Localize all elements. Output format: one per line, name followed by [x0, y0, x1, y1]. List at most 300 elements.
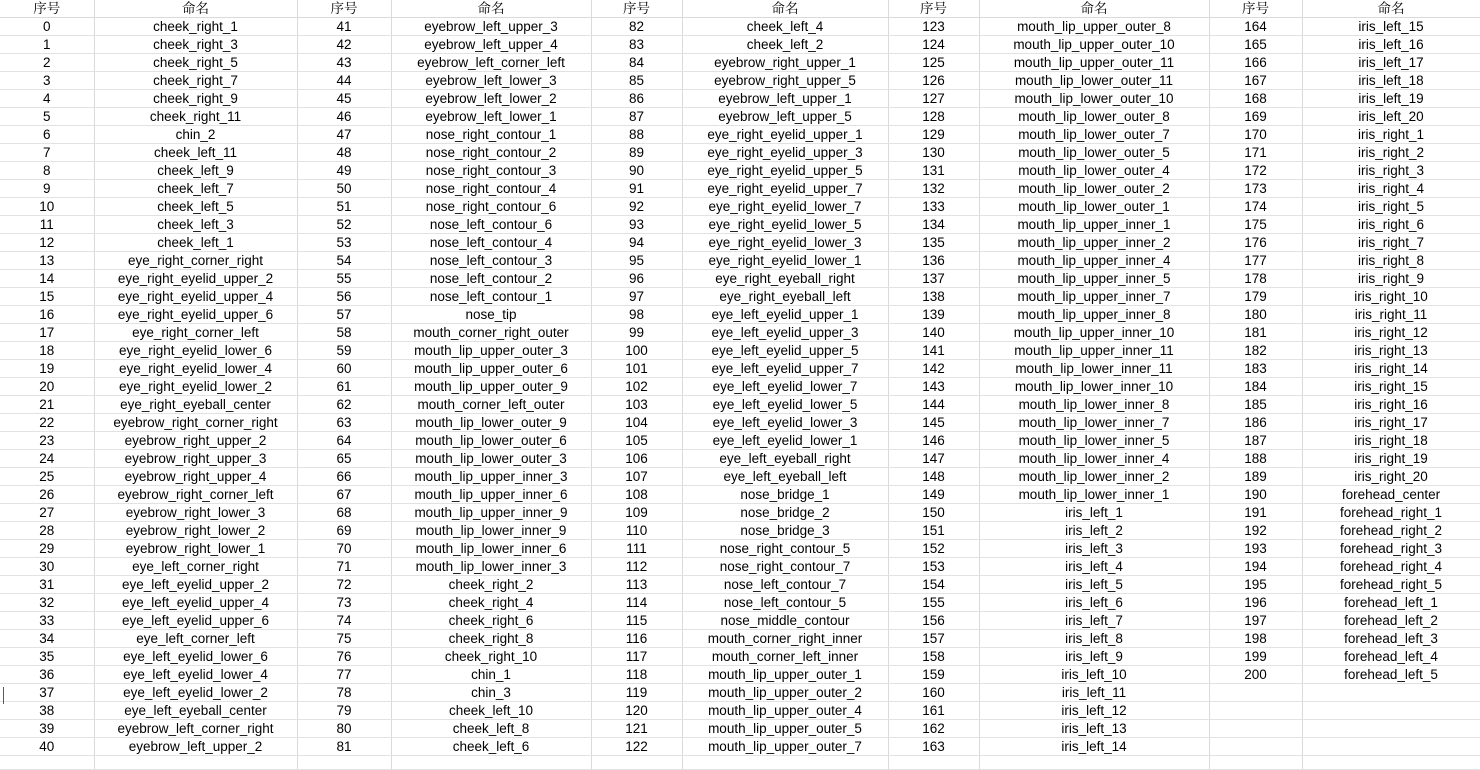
index-cell[interactable]: 153: [888, 558, 979, 576]
index-cell[interactable]: 77: [297, 666, 391, 684]
index-cell[interactable]: 110: [591, 522, 682, 540]
name-cell[interactable]: forehead_right_5: [1302, 576, 1480, 594]
name-cell[interactable]: mouth_lip_lower_inner_9: [391, 522, 591, 540]
index-cell[interactable]: 43: [297, 54, 391, 72]
name-cell[interactable]: eye_left_eyelid_upper_5: [682, 342, 888, 360]
name-cell[interactable]: eye_left_eyelid_lower_7: [682, 378, 888, 396]
name-cell[interactable]: mouth_corner_left_outer: [391, 396, 591, 414]
name-cell[interactable]: eyebrow_right_upper_2: [94, 432, 297, 450]
name-cell[interactable]: eye_left_eyelid_upper_7: [682, 360, 888, 378]
name-cell[interactable]: nose_left_contour_6: [391, 216, 591, 234]
index-cell[interactable]: 88: [591, 126, 682, 144]
name-cell[interactable]: eye_right_eyelid_lower_3: [682, 234, 888, 252]
name-cell[interactable]: mouth_lip_lower_outer_10: [979, 90, 1209, 108]
index-cell[interactable]: 40: [0, 738, 94, 756]
name-cell[interactable]: nose_left_contour_4: [391, 234, 591, 252]
index-cell[interactable]: 160: [888, 684, 979, 702]
index-cell[interactable]: 183: [1209, 360, 1302, 378]
index-cell[interactable]: 18: [0, 342, 94, 360]
index-cell[interactable]: 37: [0, 684, 94, 702]
index-cell[interactable]: 30: [0, 558, 94, 576]
name-cell[interactable]: cheek_right_11: [94, 108, 297, 126]
index-cell[interactable]: 108: [591, 486, 682, 504]
name-cell[interactable]: forehead_left_2: [1302, 612, 1480, 630]
index-cell[interactable]: 51: [297, 198, 391, 216]
name-cell[interactable]: mouth_lip_upper_outer_4: [682, 702, 888, 720]
name-cell[interactable]: eye_left_eyelid_lower_4: [94, 666, 297, 684]
index-cell[interactable]: 11: [0, 216, 94, 234]
name-cell[interactable]: nose_bridge_2: [682, 504, 888, 522]
name-cell[interactable]: nose_left_contour_1: [391, 288, 591, 306]
index-cell[interactable]: 103: [591, 396, 682, 414]
name-cell[interactable]: iris_right_9: [1302, 270, 1480, 288]
name-cell[interactable]: iris_right_19: [1302, 450, 1480, 468]
name-cell[interactable]: mouth_lip_upper_outer_7: [682, 738, 888, 756]
index-cell[interactable]: 144: [888, 396, 979, 414]
name-cell[interactable]: iris_left_5: [979, 576, 1209, 594]
index-cell[interactable]: 75: [297, 630, 391, 648]
name-cell[interactable]: mouth_corner_right_inner: [682, 630, 888, 648]
index-cell[interactable]: 189: [1209, 468, 1302, 486]
name-cell[interactable]: iris_left_4: [979, 558, 1209, 576]
name-cell[interactable]: iris_left_12: [979, 702, 1209, 720]
name-cell[interactable]: nose_left_contour_3: [391, 252, 591, 270]
index-cell[interactable]: 114: [591, 594, 682, 612]
index-cell[interactable]: 70: [297, 540, 391, 558]
index-cell[interactable]: 117: [591, 648, 682, 666]
name-cell[interactable]: iris_left_20: [1302, 108, 1480, 126]
name-cell[interactable]: eye_left_eyelid_lower_1: [682, 432, 888, 450]
index-cell[interactable]: 29: [0, 540, 94, 558]
name-cell[interactable]: eye_right_eyelid_lower_5: [682, 216, 888, 234]
name-cell[interactable]: eye_right_eyelid_lower_1: [682, 252, 888, 270]
name-cell[interactable]: mouth_lip_lower_outer_2: [979, 180, 1209, 198]
name-cell[interactable]: iris_right_2: [1302, 144, 1480, 162]
header-cell-index[interactable]: 序号: [1209, 0, 1302, 18]
index-cell[interactable]: 198: [1209, 630, 1302, 648]
name-cell[interactable]: iris_left_10: [979, 666, 1209, 684]
index-cell[interactable]: 127: [888, 90, 979, 108]
index-cell[interactable]: 50: [297, 180, 391, 198]
index-cell[interactable]: 15: [0, 288, 94, 306]
index-cell[interactable]: 100: [591, 342, 682, 360]
index-cell[interactable]: 3: [0, 72, 94, 90]
index-cell[interactable]: 175: [1209, 216, 1302, 234]
index-cell[interactable]: 167: [1209, 72, 1302, 90]
index-cell[interactable]: 185: [1209, 396, 1302, 414]
name-cell[interactable]: mouth_lip_lower_outer_3: [391, 450, 591, 468]
index-cell[interactable]: 106: [591, 450, 682, 468]
index-cell[interactable]: 4: [0, 90, 94, 108]
index-cell[interactable]: 41: [297, 18, 391, 36]
index-cell[interactable]: 133: [888, 198, 979, 216]
index-cell[interactable]: 73: [297, 594, 391, 612]
name-cell[interactable]: mouth_lip_upper_inner_4: [979, 252, 1209, 270]
index-cell[interactable]: 165: [1209, 36, 1302, 54]
name-cell[interactable]: cheek_right_10: [391, 648, 591, 666]
header-cell-name[interactable]: 命名: [1302, 0, 1480, 18]
index-cell[interactable]: 145: [888, 414, 979, 432]
name-cell[interactable]: eyebrow_right_upper_4: [94, 468, 297, 486]
name-cell[interactable]: mouth_lip_lower_inner_1: [979, 486, 1209, 504]
index-cell[interactable]: 93: [591, 216, 682, 234]
name-cell[interactable]: eye_left_eyelid_upper_4: [94, 594, 297, 612]
index-cell[interactable]: 85: [591, 72, 682, 90]
name-cell[interactable]: eye_right_eyelid_upper_3: [682, 144, 888, 162]
index-cell[interactable]: 99: [591, 324, 682, 342]
index-cell[interactable]: 113: [591, 576, 682, 594]
index-cell[interactable]: 57: [297, 306, 391, 324]
index-cell[interactable]: 16: [0, 306, 94, 324]
name-cell[interactable]: eye_left_corner_right: [94, 558, 297, 576]
index-cell[interactable]: 21: [0, 396, 94, 414]
index-cell[interactable]: 35: [0, 648, 94, 666]
index-cell[interactable]: 155: [888, 594, 979, 612]
index-cell[interactable]: [1209, 684, 1302, 702]
name-cell[interactable]: eye_right_corner_left: [94, 324, 297, 342]
index-cell[interactable]: 84: [591, 54, 682, 72]
name-cell[interactable]: nose_right_contour_6: [391, 198, 591, 216]
index-cell[interactable]: 154: [888, 576, 979, 594]
name-cell[interactable]: mouth_lip_lower_outer_5: [979, 144, 1209, 162]
index-cell[interactable]: 55: [297, 270, 391, 288]
name-cell[interactable]: eyebrow_right_lower_3: [94, 504, 297, 522]
index-cell[interactable]: 168: [1209, 90, 1302, 108]
name-cell[interactable]: eyebrow_right_corner_right: [94, 414, 297, 432]
name-cell[interactable]: mouth_lip_lower_outer_9: [391, 414, 591, 432]
name-cell[interactable]: mouth_lip_upper_inner_5: [979, 270, 1209, 288]
name-cell[interactable]: cheek_right_3: [94, 36, 297, 54]
name-cell[interactable]: mouth_corner_right_outer: [391, 324, 591, 342]
index-cell[interactable]: 177: [1209, 252, 1302, 270]
name-cell[interactable]: mouth_lip_lower_outer_4: [979, 162, 1209, 180]
header-cell-index[interactable]: 序号: [297, 0, 391, 18]
index-cell[interactable]: 190: [1209, 486, 1302, 504]
index-cell[interactable]: 137: [888, 270, 979, 288]
index-cell[interactable]: 139: [888, 306, 979, 324]
index-cell[interactable]: 78: [297, 684, 391, 702]
name-cell[interactable]: mouth_lip_upper_outer_10: [979, 36, 1209, 54]
name-cell[interactable]: cheek_left_5: [94, 198, 297, 216]
index-cell[interactable]: 149: [888, 486, 979, 504]
index-cell[interactable]: 158: [888, 648, 979, 666]
index-cell[interactable]: 36: [0, 666, 94, 684]
name-cell[interactable]: iris_right_1: [1302, 126, 1480, 144]
name-cell[interactable]: iris_right_15: [1302, 378, 1480, 396]
index-cell[interactable]: 120: [591, 702, 682, 720]
index-cell[interactable]: 184: [1209, 378, 1302, 396]
name-cell[interactable]: cheek_right_9: [94, 90, 297, 108]
index-cell[interactable]: 71: [297, 558, 391, 576]
name-cell[interactable]: iris_left_7: [979, 612, 1209, 630]
name-cell[interactable]: mouth_lip_upper_outer_9: [391, 378, 591, 396]
name-cell[interactable]: iris_left_2: [979, 522, 1209, 540]
index-cell[interactable]: 176: [1209, 234, 1302, 252]
index-cell[interactable]: 193: [1209, 540, 1302, 558]
name-cell[interactable]: iris_left_17: [1302, 54, 1480, 72]
name-cell[interactable]: cheek_left_3: [94, 216, 297, 234]
index-cell[interactable]: 131: [888, 162, 979, 180]
name-cell[interactable]: [1302, 756, 1480, 770]
index-cell[interactable]: 104: [591, 414, 682, 432]
index-cell[interactable]: [1209, 738, 1302, 756]
index-cell[interactable]: 98: [591, 306, 682, 324]
header-cell-name[interactable]: 命名: [391, 0, 591, 18]
name-cell[interactable]: chin_2: [94, 126, 297, 144]
index-cell[interactable]: 9: [0, 180, 94, 198]
index-cell[interactable]: 200: [1209, 666, 1302, 684]
name-cell[interactable]: mouth_lip_upper_inner_6: [391, 486, 591, 504]
index-cell[interactable]: 34: [0, 630, 94, 648]
index-cell[interactable]: 124: [888, 36, 979, 54]
name-cell[interactable]: mouth_lip_lower_inner_11: [979, 360, 1209, 378]
name-cell[interactable]: mouth_lip_lower_outer_7: [979, 126, 1209, 144]
name-cell[interactable]: cheek_right_2: [391, 576, 591, 594]
header-cell-name[interactable]: 命名: [682, 0, 888, 18]
index-cell[interactable]: 6: [0, 126, 94, 144]
name-cell[interactable]: iris_left_1: [979, 504, 1209, 522]
name-cell[interactable]: iris_left_8: [979, 630, 1209, 648]
name-cell[interactable]: iris_right_14: [1302, 360, 1480, 378]
name-cell[interactable]: mouth_lip_upper_outer_5: [682, 720, 888, 738]
index-cell[interactable]: 134: [888, 216, 979, 234]
index-cell[interactable]: 125: [888, 54, 979, 72]
index-cell[interactable]: 44: [297, 72, 391, 90]
name-cell[interactable]: eye_left_eyelid_upper_6: [94, 612, 297, 630]
index-cell[interactable]: 0: [0, 18, 94, 36]
index-cell[interactable]: 8: [0, 162, 94, 180]
name-cell[interactable]: cheek_right_5: [94, 54, 297, 72]
name-cell[interactable]: [94, 756, 297, 770]
name-cell[interactable]: eye_right_eyelid_upper_6: [94, 306, 297, 324]
index-cell[interactable]: 56: [297, 288, 391, 306]
index-cell[interactable]: 92: [591, 198, 682, 216]
index-cell[interactable]: 182: [1209, 342, 1302, 360]
name-cell[interactable]: mouth_lip_upper_inner_11: [979, 342, 1209, 360]
index-cell[interactable]: 194: [1209, 558, 1302, 576]
index-cell[interactable]: 116: [591, 630, 682, 648]
name-cell[interactable]: nose_left_contour_2: [391, 270, 591, 288]
index-cell[interactable]: 12: [0, 234, 94, 252]
index-cell[interactable]: 61: [297, 378, 391, 396]
index-cell[interactable]: 180: [1209, 306, 1302, 324]
index-cell[interactable]: 173: [1209, 180, 1302, 198]
index-cell[interactable]: 42: [297, 36, 391, 54]
index-cell[interactable]: 141: [888, 342, 979, 360]
index-cell[interactable]: 170: [1209, 126, 1302, 144]
index-cell[interactable]: 80: [297, 720, 391, 738]
name-cell[interactable]: mouth_lip_lower_inner_8: [979, 396, 1209, 414]
name-cell[interactable]: [1302, 738, 1480, 756]
name-cell[interactable]: forehead_left_5: [1302, 666, 1480, 684]
name-cell[interactable]: mouth_lip_lower_inner_6: [391, 540, 591, 558]
name-cell[interactable]: eyebrow_right_lower_2: [94, 522, 297, 540]
name-cell[interactable]: iris_right_17: [1302, 414, 1480, 432]
name-cell[interactable]: eyebrow_left_corner_left: [391, 54, 591, 72]
name-cell[interactable]: eyebrow_left_upper_4: [391, 36, 591, 54]
index-cell[interactable]: 23: [0, 432, 94, 450]
name-cell[interactable]: eye_right_eyelid_upper_4: [94, 288, 297, 306]
name-cell[interactable]: iris_left_16: [1302, 36, 1480, 54]
index-cell[interactable]: 69: [297, 522, 391, 540]
index-cell[interactable]: 86: [591, 90, 682, 108]
index-cell[interactable]: 186: [1209, 414, 1302, 432]
index-cell[interactable]: 81: [297, 738, 391, 756]
name-cell[interactable]: eye_right_eyelid_upper_5: [682, 162, 888, 180]
index-cell[interactable]: 109: [591, 504, 682, 522]
name-cell[interactable]: [1302, 684, 1480, 702]
index-cell[interactable]: 24: [0, 450, 94, 468]
name-cell[interactable]: nose_bridge_1: [682, 486, 888, 504]
index-cell[interactable]: 97: [591, 288, 682, 306]
name-cell[interactable]: cheek_right_8: [391, 630, 591, 648]
name-cell[interactable]: cheek_left_1: [94, 234, 297, 252]
index-cell[interactable]: [1209, 702, 1302, 720]
name-cell[interactable]: iris_right_20: [1302, 468, 1480, 486]
index-cell[interactable]: 79: [297, 702, 391, 720]
name-cell[interactable]: nose_bridge_3: [682, 522, 888, 540]
name-cell[interactable]: [391, 756, 591, 770]
index-cell[interactable]: 163: [888, 738, 979, 756]
index-cell[interactable]: 17: [0, 324, 94, 342]
name-cell[interactable]: iris_right_16: [1302, 396, 1480, 414]
index-cell[interactable]: 161: [888, 702, 979, 720]
index-cell[interactable]: 76: [297, 648, 391, 666]
index-cell[interactable]: 138: [888, 288, 979, 306]
index-cell[interactable]: 166: [1209, 54, 1302, 72]
index-cell[interactable]: [0, 756, 94, 770]
name-cell[interactable]: mouth_lip_lower_inner_3: [391, 558, 591, 576]
name-cell[interactable]: eye_right_eyelid_lower_4: [94, 360, 297, 378]
name-cell[interactable]: mouth_lip_lower_inner_4: [979, 450, 1209, 468]
index-cell[interactable]: 32: [0, 594, 94, 612]
name-cell[interactable]: cheek_left_7: [94, 180, 297, 198]
name-cell[interactable]: mouth_lip_lower_outer_1: [979, 198, 1209, 216]
index-cell[interactable]: 181: [1209, 324, 1302, 342]
index-cell[interactable]: 142: [888, 360, 979, 378]
name-cell[interactable]: forehead_left_3: [1302, 630, 1480, 648]
name-cell[interactable]: eyebrow_right_upper_3: [94, 450, 297, 468]
index-cell[interactable]: 107: [591, 468, 682, 486]
index-cell[interactable]: 19: [0, 360, 94, 378]
name-cell[interactable]: eyebrow_right_upper_1: [682, 54, 888, 72]
name-cell[interactable]: eye_right_corner_right: [94, 252, 297, 270]
name-cell[interactable]: chin_1: [391, 666, 591, 684]
name-cell[interactable]: eyebrow_left_upper_5: [682, 108, 888, 126]
index-cell[interactable]: 60: [297, 360, 391, 378]
name-cell[interactable]: eye_left_eyelid_lower_5: [682, 396, 888, 414]
index-cell[interactable]: 101: [591, 360, 682, 378]
index-cell[interactable]: [1209, 720, 1302, 738]
index-cell[interactable]: 89: [591, 144, 682, 162]
name-cell[interactable]: nose_right_contour_4: [391, 180, 591, 198]
index-cell[interactable]: 140: [888, 324, 979, 342]
index-cell[interactable]: 159: [888, 666, 979, 684]
index-cell[interactable]: 47: [297, 126, 391, 144]
name-cell[interactable]: forehead_left_1: [1302, 594, 1480, 612]
name-cell[interactable]: mouth_lip_lower_outer_6: [391, 432, 591, 450]
name-cell[interactable]: eyebrow_left_lower_1: [391, 108, 591, 126]
name-cell[interactable]: cheek_right_6: [391, 612, 591, 630]
name-cell[interactable]: iris_right_12: [1302, 324, 1480, 342]
name-cell[interactable]: mouth_lip_upper_inner_1: [979, 216, 1209, 234]
index-cell[interactable]: 45: [297, 90, 391, 108]
index-cell[interactable]: 195: [1209, 576, 1302, 594]
name-cell[interactable]: iris_right_7: [1302, 234, 1480, 252]
index-cell[interactable]: 121: [591, 720, 682, 738]
name-cell[interactable]: mouth_lip_upper_inner_7: [979, 288, 1209, 306]
index-cell[interactable]: 5: [0, 108, 94, 126]
name-cell[interactable]: mouth_lip_lower_inner_5: [979, 432, 1209, 450]
index-cell[interactable]: 136: [888, 252, 979, 270]
index-cell[interactable]: 129: [888, 126, 979, 144]
name-cell[interactable]: nose_left_contour_5: [682, 594, 888, 612]
name-cell[interactable]: eyebrow_left_lower_2: [391, 90, 591, 108]
index-cell[interactable]: 83: [591, 36, 682, 54]
name-cell[interactable]: iris_right_4: [1302, 180, 1480, 198]
index-cell[interactable]: 46: [297, 108, 391, 126]
index-cell[interactable]: 115: [591, 612, 682, 630]
name-cell[interactable]: eye_right_eyelid_lower_2: [94, 378, 297, 396]
index-cell[interactable]: 82: [591, 18, 682, 36]
name-cell[interactable]: nose_right_contour_5: [682, 540, 888, 558]
name-cell[interactable]: iris_right_5: [1302, 198, 1480, 216]
index-cell[interactable]: 31: [0, 576, 94, 594]
index-cell[interactable]: 48: [297, 144, 391, 162]
name-cell[interactable]: eyebrow_left_upper_1: [682, 90, 888, 108]
name-cell[interactable]: eye_right_eyeball_left: [682, 288, 888, 306]
index-cell[interactable]: 197: [1209, 612, 1302, 630]
name-cell[interactable]: iris_right_6: [1302, 216, 1480, 234]
name-cell[interactable]: nose_right_contour_7: [682, 558, 888, 576]
name-cell[interactable]: iris_right_8: [1302, 252, 1480, 270]
index-cell[interactable]: 105: [591, 432, 682, 450]
name-cell[interactable]: eye_right_eyeball_center: [94, 396, 297, 414]
name-cell[interactable]: [1302, 720, 1480, 738]
name-cell[interactable]: iris_left_19: [1302, 90, 1480, 108]
name-cell[interactable]: mouth_corner_left_inner: [682, 648, 888, 666]
name-cell[interactable]: forehead_left_4: [1302, 648, 1480, 666]
name-cell[interactable]: iris_left_14: [979, 738, 1209, 756]
name-cell[interactable]: iris_right_18: [1302, 432, 1480, 450]
name-cell[interactable]: [682, 756, 888, 770]
index-cell[interactable]: 74: [297, 612, 391, 630]
index-cell[interactable]: 191: [1209, 504, 1302, 522]
index-cell[interactable]: 135: [888, 234, 979, 252]
index-cell[interactable]: 27: [0, 504, 94, 522]
index-cell[interactable]: 143: [888, 378, 979, 396]
name-cell[interactable]: eye_left_eyeball_left: [682, 468, 888, 486]
name-cell[interactable]: mouth_lip_upper_outer_2: [682, 684, 888, 702]
header-cell-name[interactable]: 命名: [94, 0, 297, 18]
name-cell[interactable]: eyebrow_left_upper_3: [391, 18, 591, 36]
name-cell[interactable]: eyebrow_right_lower_1: [94, 540, 297, 558]
name-cell[interactable]: cheek_left_9: [94, 162, 297, 180]
name-cell[interactable]: eyebrow_left_corner_right: [94, 720, 297, 738]
index-cell[interactable]: 1: [0, 36, 94, 54]
index-cell[interactable]: 96: [591, 270, 682, 288]
index-cell[interactable]: 63: [297, 414, 391, 432]
index-cell[interactable]: 192: [1209, 522, 1302, 540]
index-cell[interactable]: 25: [0, 468, 94, 486]
name-cell[interactable]: iris_left_11: [979, 684, 1209, 702]
name-cell[interactable]: mouth_lip_upper_inner_9: [391, 504, 591, 522]
name-cell[interactable]: forehead_right_4: [1302, 558, 1480, 576]
name-cell[interactable]: mouth_lip_upper_outer_11: [979, 54, 1209, 72]
name-cell[interactable]: eyebrow_left_upper_2: [94, 738, 297, 756]
name-cell[interactable]: forehead_right_1: [1302, 504, 1480, 522]
index-cell[interactable]: 174: [1209, 198, 1302, 216]
